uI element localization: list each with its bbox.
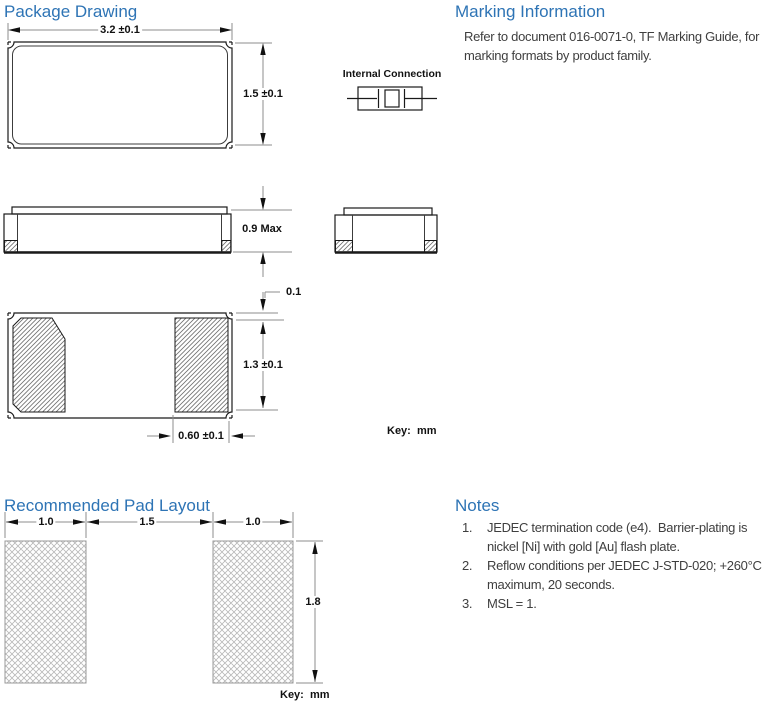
package-drawing-key-label: Key: mm xyxy=(387,425,437,437)
dim-pad-width-label: 0.60 ±0.1 xyxy=(178,430,224,442)
package-end-view xyxy=(335,208,437,253)
dim-pad-length-label: 1.3 ±0.1 xyxy=(243,359,283,371)
pad2-width-label: 1.0 xyxy=(245,516,261,528)
marking-information-title: Marking Information xyxy=(455,2,606,21)
package-drawing-title: Package Drawing xyxy=(4,2,138,21)
note-number: 1. xyxy=(462,520,473,535)
pad1-width-label: 1.0 xyxy=(38,516,54,528)
note-item xyxy=(462,518,762,556)
dim-thickness-label: 0.9 Max xyxy=(242,223,282,235)
pad-layout-figure xyxy=(5,512,323,683)
note-text: MSL = 1. xyxy=(487,596,537,611)
dim-pad-offset-label: 0.1 xyxy=(286,286,302,298)
internal-connection-label: Internal Connection xyxy=(342,68,442,80)
package-top-view xyxy=(8,23,272,148)
marking-information-body: Refer to document 016-0071-0, TF Marking Guide, for marking formats by product family. xyxy=(464,29,760,63)
pad-layout-title: Recommended Pad Layout xyxy=(4,496,211,515)
dim-width-label: 3.2 ±0.1 xyxy=(100,24,140,36)
pad-height-label: 1.8 xyxy=(305,596,321,608)
note-text: JEDEC termination code (e4). Barrier-plating is nickel [Ni] with gold [Au] flash plate. xyxy=(487,520,751,554)
notes-title: Notes xyxy=(455,496,500,515)
internal-connection-symbol xyxy=(347,87,437,110)
note-item xyxy=(462,594,762,613)
notes-list xyxy=(462,518,765,613)
note-number: 3. xyxy=(462,596,473,611)
pad-layout-key-label: Key: mm xyxy=(280,689,330,701)
note-text: Reflow conditions per JEDEC J-STD-020; +260°C maximum, 20 seconds. xyxy=(487,558,765,592)
note-item xyxy=(462,556,765,594)
dim-height-label: 1.5 ±0.1 xyxy=(243,88,283,100)
note-number: 2. xyxy=(462,558,473,573)
pad-pitch-label: 1.5 xyxy=(139,516,155,528)
